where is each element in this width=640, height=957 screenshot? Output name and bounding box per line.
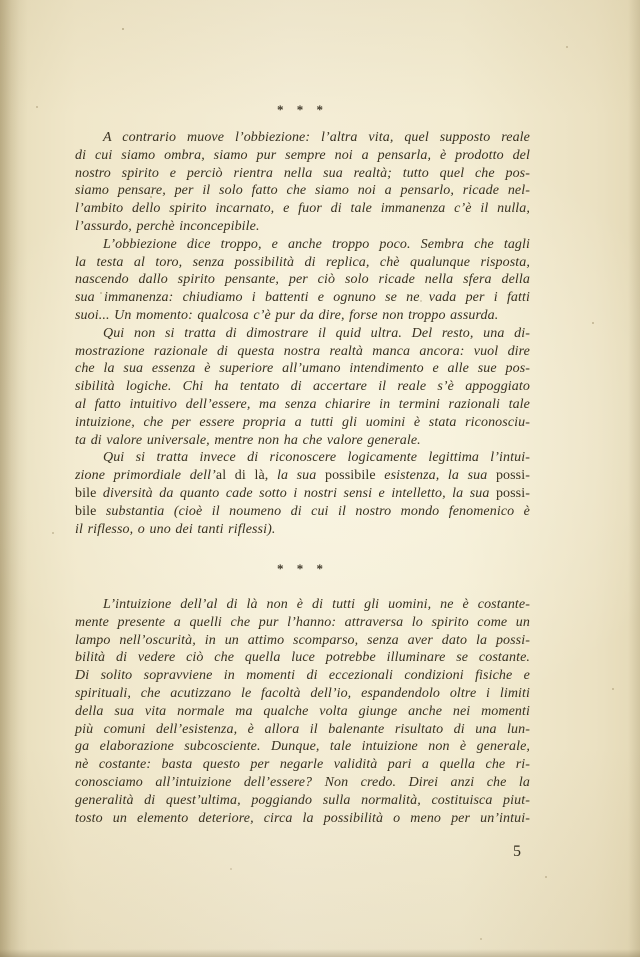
text-line: suoi... Un momento: qualcosa c’è pur da dire, forse non troppo assurda. bbox=[75, 307, 499, 323]
text-line: di cui siamo ombra, siamo pur sempre noi a pensarla, è prodotto del bbox=[75, 147, 530, 163]
text-line: bilità di vedere ciò che quella luce potrebbe illuminare se costante. bbox=[75, 650, 530, 666]
text-line: siamo pensare, per il solo fatto che siamo noi a pensarlo, ricade nel- bbox=[75, 183, 530, 199]
text-line: lampo nell’oscurità, in un attimo scomparso, senza aver dato la possi- bbox=[75, 632, 530, 648]
text-line: mente presente a quelli che pur l’hanno: attraversa lo spirito come un bbox=[75, 614, 530, 630]
text-line: al fatto intuitivo dell’essere, ma senza chiarire in termini razionali tale bbox=[75, 396, 530, 412]
roman-emphasis: possi- bbox=[495, 468, 530, 484]
text-line: l’assurdo, perchè inconcepibile. bbox=[75, 218, 260, 234]
asterisk-separator-top: * * * bbox=[277, 102, 328, 117]
text-line: generalità di quest’ultima, poggiando sulla normalità, costituisca piut- bbox=[75, 792, 530, 808]
text-line: Di solito sopravviene in momenti di eccezionali condizioni fisiche e bbox=[75, 668, 530, 684]
text-section-1 bbox=[75, 129, 530, 538]
text-line: ga elaborazione subcosciente. Dunque, tale intuizione non è generale, bbox=[75, 739, 530, 755]
paragraph bbox=[75, 236, 530, 325]
text-line: sua immanenza: chiudiamo i battenti e ognuno se ne vada per i fatti bbox=[75, 290, 530, 306]
text-line: della sua vita normale ma qualche volta giunge anche nei momenti bbox=[75, 703, 530, 719]
paragraph bbox=[75, 325, 530, 450]
roman-emphasis: bile bbox=[75, 503, 97, 519]
page-right-shadow bbox=[628, 0, 640, 957]
text-line: tosto un elemento deteriore, circa la possibilità o meno per un’intui- bbox=[75, 810, 530, 826]
roman-emphasis: bile bbox=[75, 485, 97, 501]
text-line: L’obbiezione dice troppo, e anche troppo poco. Sembra che tagli bbox=[103, 236, 530, 252]
text-line: intuizione, che per essere propria a tutti gli uomini è stata riconosciu- bbox=[75, 414, 530, 430]
paper-specks bbox=[0, 0, 2, 2]
text-line: mostrazione razionale di questa nostra realtà manca ancora: vuol dire bbox=[75, 343, 530, 359]
page-bottom-shadow bbox=[0, 949, 640, 957]
text-line: l’ambito dello spirito incarnato, e fuor di tale immanenza c’è il nulla, bbox=[75, 201, 530, 217]
text-line: il riflesso, o uno dei tanti riflessi). bbox=[75, 521, 276, 537]
text-line: zione primordiale dell’al di là, la sua possibile esistenza, la sua possi- bbox=[75, 468, 530, 484]
text-line: che la sua essenza è superiore all’umano intendimento e alle sue pos- bbox=[75, 361, 530, 377]
text-line: bile substantia (cioè il noumeno di cui il nostro mondo fenomenico è bbox=[75, 503, 530, 519]
paragraph bbox=[75, 449, 530, 538]
text-line: più comuni dell’esistenza, è allora il balenante risultato di una lun- bbox=[75, 721, 530, 737]
text-line: ta di valore universale, mentre non ha che valore generale. bbox=[75, 432, 421, 448]
text-line: sibilità logiche. Chi ha tentato di accertare il reale s’è appoggiato bbox=[75, 379, 530, 395]
roman-emphasis: al di là, bbox=[215, 468, 269, 484]
page-number: 5 bbox=[513, 843, 521, 860]
roman-emphasis: possi- bbox=[495, 485, 530, 501]
text-line: spirituali, che acutizzano le facoltà dell’io, espandendolo oltre i limiti bbox=[75, 685, 530, 701]
text-line: nostro spirito e perciò rientra nella sua realtà; tutto quel che pos- bbox=[75, 165, 530, 181]
page-left-shadow bbox=[0, 0, 28, 957]
text-line: la testa al toro, senza possibilità di replica, chè qualunque risposta, bbox=[75, 254, 530, 270]
text-line: nè costante: basta questo per negarle validità pari a quella che ri- bbox=[75, 757, 530, 773]
text-section-2 bbox=[75, 596, 530, 827]
text-line: bile diversità da quanto cade sotto i nostri sensi e intelletto, la sua possi- bbox=[75, 485, 530, 501]
text-line: conosciamo all’intuizione dell’essere? Non credo. Direi anzi che la bbox=[75, 774, 530, 790]
text-line: L’intuizione dell’al di là non è di tutti gli uomini, ne è costante- bbox=[103, 597, 530, 612]
text-line: Qui non si tratta di dimostrare il quid ultra. Del resto, una di- bbox=[103, 325, 530, 341]
text-line: nascendo dallo spirito pensante, per ciò solo ricade nella sfera della bbox=[75, 272, 530, 288]
paragraph bbox=[75, 596, 530, 827]
text-line: Qui si tratta invece di riconoscere logicamente legittima l’intui- bbox=[103, 450, 530, 466]
asterisk-separator-middle: * * * bbox=[277, 561, 328, 576]
text-line: A contrario muove l’obbiezione: l’altra vita, quel supposto reale bbox=[103, 130, 530, 145]
roman-emphasis: possibile bbox=[324, 468, 376, 484]
paragraph bbox=[75, 129, 530, 236]
